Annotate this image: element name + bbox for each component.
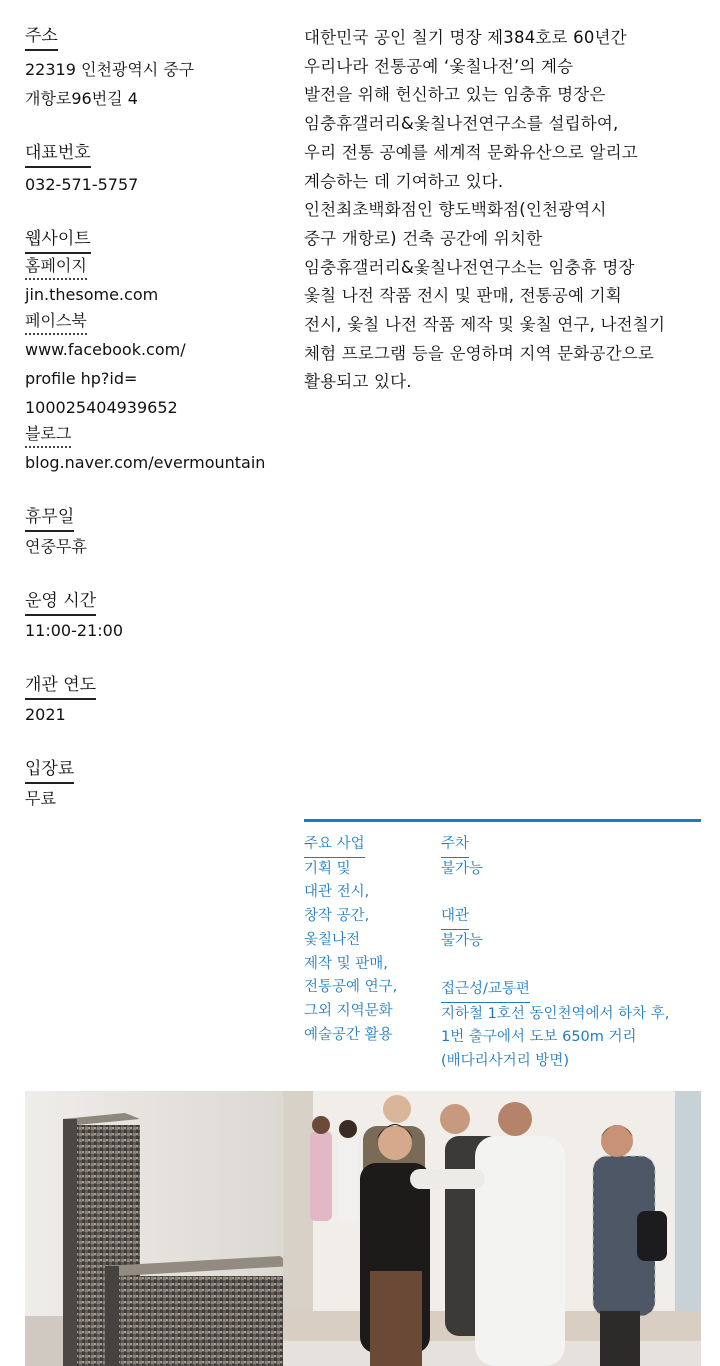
facebook-link-line-2[interactable]: profile hp?id= [25,369,138,388]
address-section [25,24,285,113]
homepage-link[interactable]: jin.thesome.com [25,285,159,304]
opened-value: 2021 [25,705,66,724]
description-line: 중구 개항로) 건축 공간에 위치한 [304,228,543,248]
access-line: 1번 출구에서 도보 650m 거리 [441,1029,637,1046]
description-line: 발전을 위해 헌신하고 있는 임충휴 명장은 [304,85,606,105]
website-section [25,227,285,477]
access-line: (배다리사거리 방면) [441,1052,569,1069]
rental-value: 불가능 [441,933,484,950]
description-line: 인천최초백화점인 향도백화점(인천광역시 [304,200,607,220]
business-line: 그외 지역문화 [304,1002,393,1019]
info-column [25,24,285,813]
closed-value: 연중무휴 [25,537,87,556]
description-line: 우리나라 전통공예 ‘옻칠나전’의 계승 [304,56,574,76]
blog-label: 블로그 [25,422,71,448]
business-block [304,833,434,1047]
description-line: 전시, 옻칠 나전 작품 제작 및 옻칠 연구, 나전칠기 [304,315,666,335]
description-line: 계승하는 데 기여하고 있다. [304,171,504,191]
description-line: 우리 전통 공예를 세계적 문화유산으로 알리고 [304,142,638,162]
fee-section [25,757,285,813]
website-label: 웹사이트 [25,227,91,254]
facility-block [441,833,711,1074]
rental-label: 대관 [441,905,469,930]
opened-label: 개관 연도 [25,673,96,700]
description [304,24,704,397]
business-line: 기획 및 [304,860,351,877]
fee-value: 무료 [25,789,56,808]
business-line: 예술공간 활용 [304,1026,393,1043]
parking-value: 불가능 [441,860,484,877]
parking-label: 주차 [441,833,469,858]
homepage-label: 홈페이지 [25,254,87,280]
blog-link[interactable]: blog.naver.com/evermountain [25,453,266,472]
business-line: 창작 공간, [304,908,370,925]
hours-section [25,589,285,645]
access-line: 지하철 1호선 동인천역에서 하차 후, [441,1005,670,1022]
facebook-link-line-1[interactable]: www.facebook.com/ [25,340,186,359]
business-line: 옻칠나전 [304,931,361,948]
business-line: 제작 및 판매, [304,955,388,972]
business-line: 전통공예 연구, [304,979,398,996]
facebook-link-line-3[interactable]: 100025404939652 [25,398,178,417]
business-label: 주요 사업 [304,833,365,858]
section-divider [304,819,701,822]
address-label: 주소 [25,24,58,51]
spacer [441,954,711,978]
phone-label: 대표번호 [25,141,91,168]
description-line: 임충휴갤러리&옻칠나전연구소는 임충휴 명장 [304,257,635,277]
gallery-photo [25,1091,701,1366]
spacer [441,881,711,905]
hours-label: 운영 시간 [25,589,96,616]
opened-section [25,673,285,729]
description-line: 옻칠 나전 작품 전시 및 판매, 전통공예 기획 [304,286,622,306]
description-line: 대한민국 공인 칠기 명장 제384호로 60년간 [304,28,627,47]
address-line-2: 개항로96번길 4 [25,89,138,108]
description-line: 체험 프로그램 등을 운영하며 지역 문화공간으로 [304,343,655,363]
closed-label: 휴무일 [25,505,74,532]
closed-section [25,505,285,561]
hours-value: 11:00-21:00 [25,621,123,640]
fee-label: 입장료 [25,757,74,784]
phone-value[interactable]: 032-571-5757 [25,175,139,194]
phone-section [25,141,285,199]
business-line: 대관 전시, [304,884,370,901]
description-line: 임충휴갤러리&옻칠나전연구소를 설립하여, [304,114,619,134]
access-label: 접근성/교통편 [441,978,530,1003]
description-line: 활용되고 있다. [304,372,412,392]
facebook-label: 페이스북 [25,309,87,335]
address-line-1: 22319 인천광역시 중구 [25,60,195,79]
gallery-photo-illustration [25,1091,701,1366]
